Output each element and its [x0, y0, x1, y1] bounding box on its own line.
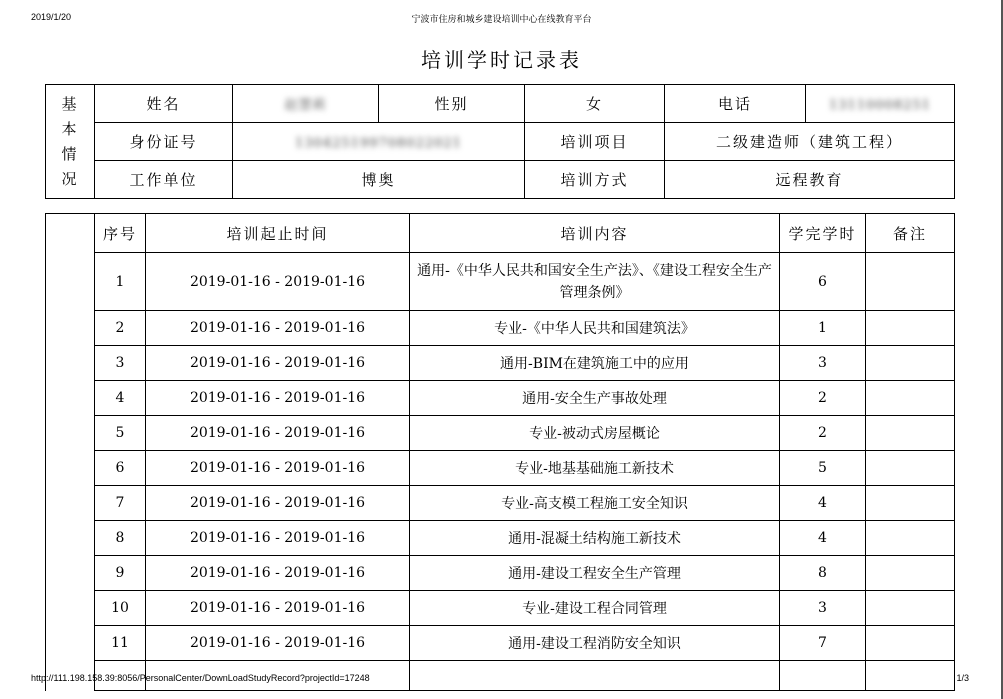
row-hours: 2 [780, 416, 866, 451]
basic-info-table [45, 84, 955, 199]
row-hours: 5 [780, 451, 866, 486]
row-remark [866, 381, 955, 416]
row-content: 通用-建设工程消防安全知识 [410, 626, 780, 661]
table-row [46, 626, 955, 661]
basic-info-section-label: 基 本 情 况 [46, 85, 95, 199]
id-number-value: 130425199708022021 [233, 123, 525, 161]
row-seq: 2 [95, 311, 146, 346]
row-seq: 11 [95, 626, 146, 661]
print-header [0, 12, 1003, 26]
row-period: 2019-01-16 - 2019-01-16 [146, 346, 410, 381]
row-seq: 4 [95, 381, 146, 416]
row-content: 通用-安全生产事故处理 [410, 381, 780, 416]
table-row [46, 311, 955, 346]
row-content: 专业-地基基础施工新技术 [410, 451, 780, 486]
training-method-label: 培训方式 [525, 161, 665, 199]
row-content: 专业-《中华人民共和国建筑法》 [410, 311, 780, 346]
project-label: 培训项目 [525, 123, 665, 161]
row-content: 专业-高支模工程施工安全知识 [410, 486, 780, 521]
table-row [46, 521, 955, 556]
row-hours: 2 [780, 381, 866, 416]
row-period: 2019-01-16 - 2019-01-16 [146, 521, 410, 556]
row-remark [866, 311, 955, 346]
column-header-content: 培训内容 [410, 214, 780, 253]
row-period: 2019-01-16 - 2019-01-16 [146, 311, 410, 346]
row-content: 专业-被动式房屋概论 [410, 416, 780, 451]
name-label: 姓名 [95, 85, 233, 123]
row-hours: 6 [780, 253, 866, 311]
row-seq: 5 [95, 416, 146, 451]
row-seq: 6 [95, 451, 146, 486]
column-header-remark: 备注 [866, 214, 955, 253]
table-row [46, 346, 955, 381]
row-hours: 3 [780, 346, 866, 381]
row-hours: 8 [780, 556, 866, 591]
column-header-hours: 学完学时 [780, 214, 866, 253]
table-row [46, 381, 955, 416]
row-remark [866, 486, 955, 521]
records-section-label [46, 214, 95, 691]
employer-label: 工作单位 [95, 161, 233, 199]
row-content: 通用-《中华人民共和国安全生产法》、《建设工程安全生产管理条例》 [410, 253, 780, 311]
row-remark [866, 556, 955, 591]
row-remark [866, 346, 955, 381]
row-hours: 1 [780, 311, 866, 346]
phone-label: 电话 [665, 85, 806, 123]
employer-value: 博奥 [233, 161, 525, 199]
print-date: 2019/1/20 [31, 12, 72, 22]
row-remark [866, 626, 955, 661]
gender-value: 女 [525, 85, 665, 123]
table-row [46, 416, 955, 451]
row-seq: 10 [95, 591, 146, 626]
document-title: 培训学时记录表 [421, 48, 582, 72]
row-hours: 3 [780, 591, 866, 626]
table-row [46, 253, 955, 311]
row-seq: 8 [95, 521, 146, 556]
row-remark [866, 521, 955, 556]
row-period: 2019-01-16 - 2019-01-16 [146, 556, 410, 591]
project-value: 二级建造师（建筑工程） [665, 123, 955, 161]
row-period: 2019-01-16 - 2019-01-16 [146, 253, 410, 311]
table-row [46, 486, 955, 521]
row-remark [866, 591, 955, 626]
print-footer [0, 673, 1003, 687]
row-remark [866, 253, 955, 311]
row-seq: 3 [95, 346, 146, 381]
row-remark [866, 416, 955, 451]
id-number-label: 身份证号 [95, 123, 233, 161]
row-seq: 1 [95, 253, 146, 311]
row-hours: 4 [780, 486, 866, 521]
training-records-table [45, 213, 955, 691]
column-header-seq: 序号 [95, 214, 146, 253]
table-row [46, 556, 955, 591]
table-row [46, 591, 955, 626]
row-seq: 9 [95, 556, 146, 591]
table-row [46, 451, 955, 486]
phone-value: 13110008251 [806, 85, 955, 123]
page-number: 1/3 [956, 673, 969, 683]
row-period: 2019-01-16 - 2019-01-16 [146, 451, 410, 486]
row-remark [866, 451, 955, 486]
row-period: 2019-01-16 - 2019-01-16 [146, 591, 410, 626]
row-content: 通用-混凝土结构施工新技术 [410, 521, 780, 556]
print-url: http://111.198.158.39:8056/PersonalCenter/DownLoadStudyRecord?projectId=17248 [31, 673, 370, 683]
row-period: 2019-01-16 - 2019-01-16 [146, 486, 410, 521]
row-period: 2019-01-16 - 2019-01-16 [146, 626, 410, 661]
row-hours: 4 [780, 521, 866, 556]
row-content: 通用-BIM在建筑施工中的应用 [410, 346, 780, 381]
row-seq: 7 [95, 486, 146, 521]
row-content: 专业-建设工程合同管理 [410, 591, 780, 626]
training-method-value: 远程教育 [665, 161, 955, 199]
name-value: 赵慧莉 [233, 85, 379, 123]
print-site-title: 宁波市住房和城乡建设培训中心在线教育平台 [411, 14, 592, 24]
row-hours: 7 [780, 626, 866, 661]
records-header-row [46, 214, 955, 253]
column-header-period: 培训起止时间 [146, 214, 410, 253]
gender-label: 性别 [379, 85, 525, 123]
row-period: 2019-01-16 - 2019-01-16 [146, 381, 410, 416]
row-content: 通用-建设工程安全生产管理 [410, 556, 780, 591]
row-period: 2019-01-16 - 2019-01-16 [146, 416, 410, 451]
